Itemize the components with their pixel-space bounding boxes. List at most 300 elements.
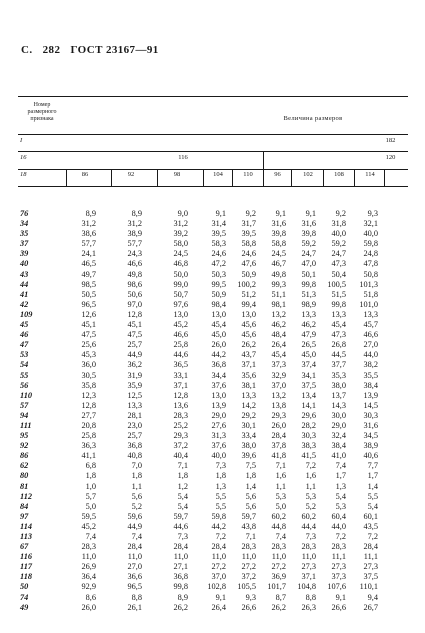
table-cell: 98,5 [81,279,96,289]
table-cell: 1,7 [335,471,346,481]
table-row [18,582,408,592]
table-cell: 28,3 [241,542,256,552]
row-label: 111 [20,420,32,430]
table-cell: 58,3 [211,239,226,249]
table-row [18,360,408,370]
table-cell: 24,7 [331,249,346,259]
table-cell: 50,8 [363,269,378,279]
table-cell: 37,2 [173,441,188,451]
table-cell: 5,6 [131,491,142,501]
table-cell: 27,2 [271,562,286,572]
table-cell: 98,1 [271,299,286,309]
table-cell: 8,8 [131,592,142,602]
table-cell: 40,8 [127,451,142,461]
table-cell: 13,7 [331,390,346,400]
table-cell: 5,4 [335,491,346,501]
row-label: 43 [20,269,29,279]
table-cell: 26,0 [81,602,96,612]
table-cell: 7,2 [335,532,346,541]
header-rule-bottom [18,186,408,187]
table-cell: 99,8 [173,582,188,592]
table-cell: 26,2 [173,602,188,612]
table-cell: 107,6 [327,582,346,592]
table-cell: 31,2 [173,219,188,229]
table-cell: 30,3 [301,431,316,441]
table-row [18,421,408,431]
table-cell: 31,4 [211,219,226,229]
row-label: 55 [20,370,29,380]
table-cell: 11,0 [173,552,188,562]
table-cell: 28,4 [127,542,142,552]
row-label: 97 [20,511,29,521]
table-row [18,229,408,239]
table-cell: 46,6 [363,330,378,340]
table-cell: 29,0 [331,420,346,430]
table-cell: 49,8 [127,269,142,279]
row-label: 54 [20,360,29,370]
row-label: 74 [20,592,29,602]
table-cell: 99,5 [211,279,226,289]
table-cell: 38,0 [241,441,256,451]
table-cell: 13,8 [271,400,286,410]
table-cell: 40,0 [331,229,346,239]
table-cell: 38,4 [331,441,346,451]
table-cell: 40,4 [173,451,188,461]
table-cell: 59,7 [241,511,256,521]
table-cell: 102,8 [207,582,226,592]
row-label: 109 [20,309,33,319]
table-cell: 13,0 [211,390,226,400]
table-cell: 37,5 [363,572,378,582]
table-row [18,512,408,522]
table-cell: 24,6 [211,249,226,259]
table-cell: 7,0 [131,461,142,471]
table-cell: 60,2 [271,511,286,521]
table-cell: 13,0 [211,309,226,319]
table-cell: 5,0 [85,501,96,511]
table-cell: 1,3 [335,481,346,491]
header-value: 114 [365,171,375,178]
table-cell: 37,0 [211,572,226,582]
table-cell: 8,9 [131,209,142,218]
table-cell: 1,8 [85,471,96,481]
row-label: 40 [20,259,29,269]
table-cell: 36,8 [211,360,226,370]
table-cell: 13,3 [331,309,346,319]
table-cell: 59,8 [363,239,378,249]
table-cell: 37,3 [271,360,286,370]
table-cell: 45,4 [211,320,226,330]
table-cell: 37,1 [301,572,316,582]
table-cell: 44,0 [331,521,346,531]
table-cell: 13,3 [301,309,316,319]
table-cell: 26,3 [301,602,316,612]
row-label: 67 [20,542,29,552]
table-cell: 20,8 [81,420,96,430]
header-row-label: I [20,137,23,144]
table-cell: 5,3 [275,491,286,501]
table-cell: 33,1 [173,370,188,380]
row-label: 62 [20,461,29,471]
table-cell: 51,3 [301,289,316,299]
table-cell: 38,0 [331,380,346,390]
table-cell: 13,6 [173,400,188,410]
table-cell: 50,7 [173,289,188,299]
table-cell: 46,8 [173,259,188,269]
table-cell: 27,3 [331,562,346,572]
table-cell: 46,5 [81,259,96,269]
table-cell: 38,9 [363,441,378,451]
table-cell: 59,2 [331,239,346,249]
column-rule [384,169,385,186]
table-cell: 8,9 [177,592,188,602]
table-cell: 47,3 [331,259,346,269]
table-cell: 45,6 [241,320,256,330]
table-cell: 26,4 [271,340,286,350]
header-value: 98 [173,171,181,178]
table-cell: 45,4 [271,350,286,360]
row-label: 92 [20,441,29,451]
table-cell: 33,4 [241,431,256,441]
table-cell: 35,6 [241,370,256,380]
table-cell: 28,3 [271,542,286,552]
table-cell: 5,2 [305,501,316,511]
table-cell: 97,0 [127,299,142,309]
header-value: 110 [243,171,253,178]
table-cell: 13,2 [271,309,286,319]
group-rule [263,151,264,186]
table-cell: 1,8 [131,471,142,481]
table-cell: 50,9 [241,269,256,279]
table-cell: 28,1 [127,410,142,420]
row-label: 81 [20,481,29,491]
table-cell: 14,1 [301,400,316,410]
table-cell: 50,0 [173,269,188,279]
table-cell: 37,6 [211,380,226,390]
table-cell: 5,5 [215,501,226,511]
table-cell: 47,9 [301,330,316,340]
table-cell: 7,1 [275,461,286,471]
table-cell: 51,8 [363,289,378,299]
header-rule-top [18,96,408,97]
table-cell: 59,7 [173,511,188,521]
table-cell: 11,1 [363,552,378,562]
table-cell: 100,5 [327,279,346,289]
table-cell: 13,9 [363,390,378,400]
table-cell: 1,8 [245,471,256,481]
row-label: 49 [20,602,29,612]
table-cell: 58,8 [241,239,256,249]
table-cell: 25,8 [81,431,96,441]
table-cell: 13,3 [363,309,378,319]
table-cell: 45,2 [81,521,96,531]
table-cell: 12,3 [81,390,96,400]
row-label: 113 [20,532,32,541]
table-row [18,593,408,603]
table-cell: 26,6 [331,602,346,612]
column-rule [354,169,355,186]
table-cell: 57,7 [81,239,96,249]
table-row [18,249,408,259]
table-cell: 28,4 [211,542,226,552]
table-cell: 29,3 [173,431,188,441]
table-cell: 41,1 [81,451,96,461]
table-cell: 46,6 [127,259,142,269]
table-cell: 9,1 [275,209,286,218]
param-label: Номер размерного признака [27,102,57,122]
table-row [18,310,408,320]
table-cell: 5,6 [245,501,256,511]
table-cell: 51,1 [271,289,286,299]
table-cell: 27,3 [363,562,378,572]
page-number: 282 [42,44,61,56]
table-cell: 27,2 [241,562,256,572]
table-cell: 1,7 [367,471,378,481]
table-cell: 59,2 [301,239,316,249]
header-value: 104 [213,171,223,178]
table-row [18,239,408,249]
table-cell: 37,2 [241,572,256,582]
table-cell: 35,5 [363,370,378,380]
row-label: 112 [20,491,32,501]
table-cell: 96,5 [127,582,142,592]
table-cell: 27,1 [173,562,188,572]
table-cell: 1,4 [367,481,378,491]
header-row-label: 16 [20,154,27,161]
table-cell: 30,3 [363,410,378,420]
table-cell: 37,4 [301,360,316,370]
row-label: 118 [20,572,32,582]
table-cell: 8,9 [85,209,96,218]
column-rule [291,169,292,186]
table-cell: 9,1 [305,209,316,218]
table-cell: 36,6 [127,572,142,582]
table-cell: 29,2 [241,410,256,420]
table-cell: 13,2 [271,390,286,400]
table-cell: 43,7 [241,350,256,360]
table-cell: 44,8 [271,521,286,531]
table-cell: 99,0 [173,279,188,289]
table-cell: 28,2 [301,420,316,430]
table-cell: 27,3 [301,562,316,572]
row-label: 47 [20,340,29,350]
table-cell: 11,0 [241,552,256,562]
table-cell: 98,9 [301,299,316,309]
table-cell: 12,8 [173,390,188,400]
table-cell: 47,6 [241,259,256,269]
table-cell: 9,1 [335,592,346,602]
table-cell: 26,5 [301,340,316,350]
table-cell: 50,4 [331,269,346,279]
table-cell: 7,1 [177,461,188,471]
table-cell: 36,0 [81,360,96,370]
table-cell: 24,1 [81,249,96,259]
table-cell: 5,3 [335,501,346,511]
table-cell: 7,4 [131,532,142,541]
table-cell: 1,8 [177,471,188,481]
table-cell: 43,5 [363,521,378,531]
table-cell: 7,1 [245,532,256,541]
row-label: 53 [20,350,29,360]
row-label: 56 [20,380,29,390]
table-cell: 38,2 [363,360,378,370]
table-cell: 98,6 [127,279,142,289]
header-rule-1 [18,134,408,135]
table-cell: 110,1 [359,582,378,592]
column-rule [66,169,67,186]
table-cell: 27,2 [211,562,226,572]
table-cell: 11,0 [211,552,226,562]
table-cell: 7,3 [305,532,316,541]
table-row [18,401,408,411]
table-cell: 25,7 [127,431,142,441]
table-cell: 57,7 [127,239,142,249]
size-title: Величина размеров [283,115,343,122]
row-label: 50 [20,582,29,592]
table-cell: 49,8 [271,269,286,279]
table-cell: 37,5 [301,380,316,390]
table-cell: 35,9 [127,380,142,390]
table-cell: 60,4 [331,511,346,521]
table-cell: 7,3 [215,461,226,471]
table-cell: 44,2 [211,350,226,360]
table-cell: 12,5 [127,390,142,400]
table-cell: 9,3 [367,209,378,218]
header-value: 92 [127,171,135,178]
table-cell: 45,6 [241,330,256,340]
header-value: 182 [385,137,396,144]
table-cell: 5,4 [177,501,188,511]
table-cell: 39,5 [211,229,226,239]
table-cell: 7,4 [85,532,96,541]
table-row [18,350,408,360]
table-row [18,552,408,562]
table-cell: 39,5 [241,229,256,239]
table-cell: 13,4 [301,390,316,400]
table-cell: 58,0 [173,239,188,249]
table-cell: 41,8 [271,451,286,461]
table-cell: 49,7 [81,269,96,279]
table-cell: 44,2 [211,521,226,531]
table-cell: 9,2 [335,209,346,218]
table-cell: 5,7 [85,491,96,501]
table-row [18,371,408,381]
table-cell: 50,3 [211,269,226,279]
table-row [18,451,408,461]
table-cell: 13,0 [241,309,256,319]
table-cell: 36,3 [81,441,96,451]
table-cell: 9,0 [177,209,188,218]
table-cell: 7,5 [245,461,256,471]
table-cell: 43,8 [241,521,256,531]
table-cell: 1,1 [305,481,316,491]
table-cell: 28,4 [363,542,378,552]
table-cell: 27,6 [211,420,226,430]
table-cell: 45,2 [173,320,188,330]
table-cell: 37,7 [331,360,346,370]
table-cell: 39,8 [301,229,316,239]
table-row [18,219,408,229]
table-cell: 101,7 [267,582,286,592]
header-row-label: 18 [20,171,27,178]
row-label: 34 [20,219,29,229]
table-cell: 26,4 [211,602,226,612]
table-cell: 47,3 [331,330,346,340]
table-cell: 34,1 [301,370,316,380]
table-row [18,270,408,280]
table-row [18,542,408,552]
table-cell: 50,5 [81,289,96,299]
table-cell: 37,0 [271,380,286,390]
table-cell: 26,2 [271,602,286,612]
table-cell: 38,3 [301,441,316,451]
row-label: 37 [20,239,29,249]
table-cell: 26,9 [81,562,96,572]
table-cell: 5,5 [367,491,378,501]
table-cell: 48,4 [271,330,286,340]
table-row [18,441,408,451]
table-cell: 7,2 [305,461,316,471]
table-cell: 11,0 [301,552,316,562]
table-cell: 46,2 [301,320,316,330]
row-label: 35 [20,229,29,239]
table-cell: 12,8 [81,400,96,410]
row-label: 95 [20,431,29,441]
table-cell: 14,2 [241,400,256,410]
table-cell: 5,2 [131,501,142,511]
table-cell: 45,3 [81,350,96,360]
table-cell: 9,4 [367,592,378,602]
table-cell: 1,4 [245,481,256,491]
table-cell: 28,3 [173,410,188,420]
table-cell: 31,6 [271,219,286,229]
table-cell: 9,1 [215,592,226,602]
table-cell: 31,8 [331,219,346,229]
table-cell: 36,2 [127,360,142,370]
table-cell: 35,3 [331,370,346,380]
table-cell: 60,2 [301,511,316,521]
table-row [18,300,408,310]
row-label: 45 [20,320,29,330]
table-cell: 28,4 [271,431,286,441]
table-cell: 7,7 [367,461,378,471]
table-row [18,522,408,532]
table-cell: 11,0 [127,552,142,562]
table-cell: 1,6 [305,471,316,481]
table-cell: 59,5 [81,511,96,521]
table-cell: 99,8 [331,299,346,309]
table-cell: 39,6 [241,451,256,461]
column-rule [232,169,233,186]
table-cell: 44,6 [173,521,188,531]
table-cell: 104,8 [297,582,316,592]
table-cell: 5,4 [367,501,378,511]
table-cell: 44,5 [331,350,346,360]
table-cell: 1,8 [215,471,226,481]
table-cell: 99,3 [271,279,286,289]
table-row [18,340,408,350]
table-cell: 50,6 [127,289,142,299]
table-cell: 51,5 [331,289,346,299]
table-cell: 60,1 [363,511,378,521]
table-cell: 32,9 [271,370,286,380]
row-label: 42 [20,299,29,309]
table-cell: 39,2 [173,229,188,239]
table-cell: 32,4 [331,431,346,441]
table-cell: 8,7 [275,592,286,602]
table-cell: 26,2 [241,340,256,350]
table-cell: 28,3 [301,542,316,552]
